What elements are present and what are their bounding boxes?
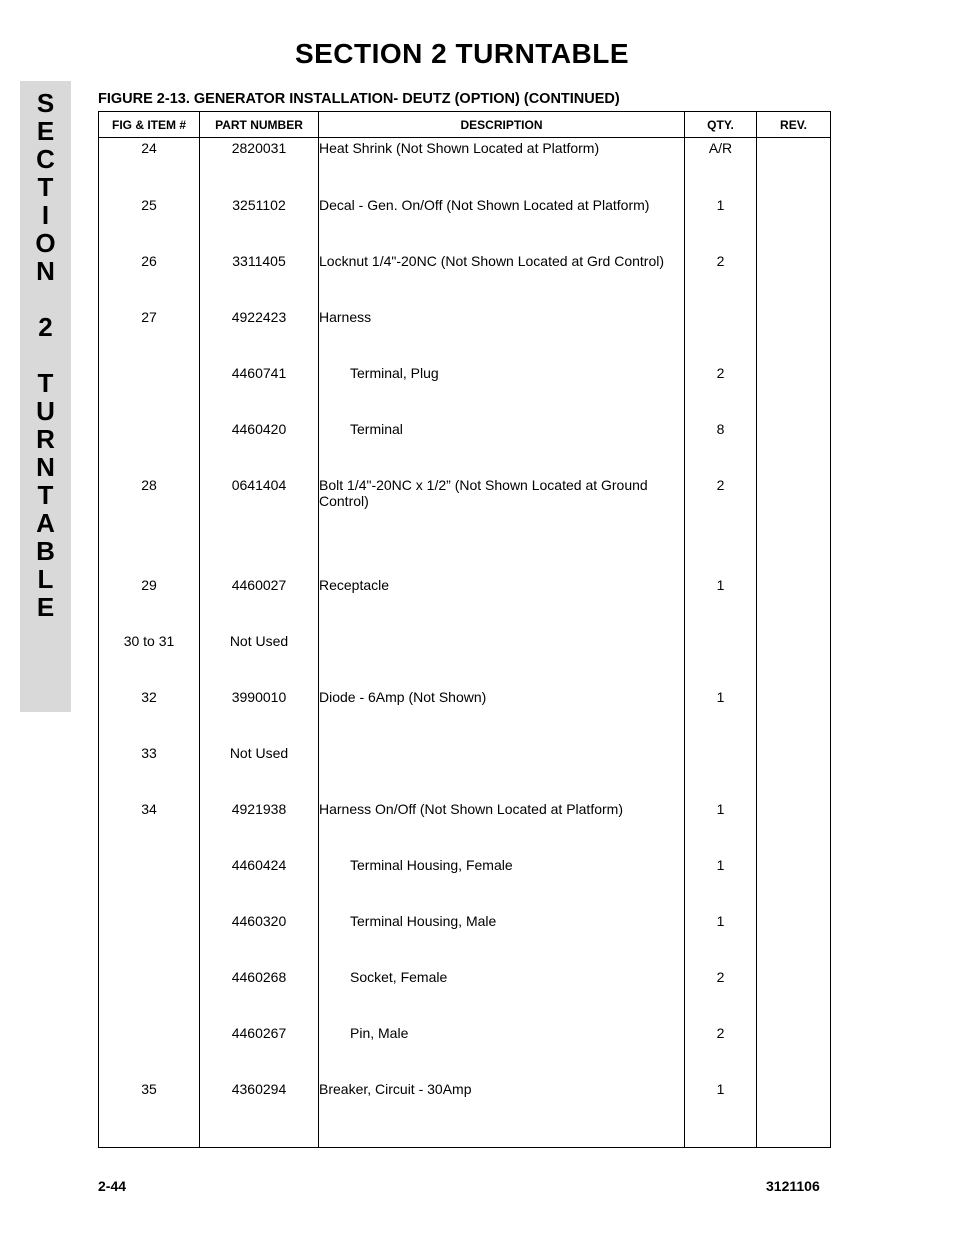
cell-fig-item: 30 to 31 — [99, 631, 200, 687]
filler-cell — [319, 1135, 685, 1148]
cell-fig-item: 29 — [99, 575, 200, 631]
parts-table — [98, 111, 831, 1148]
table-row — [99, 307, 831, 363]
cell-description: Receptacle — [319, 575, 685, 631]
cell-rev — [757, 967, 831, 1023]
side-tab-letter: C — [36, 144, 55, 174]
cell-qty: 1 — [685, 575, 757, 631]
cell-fig-item — [99, 363, 200, 419]
cell-part-number: 4460320 — [200, 911, 319, 967]
cell-description: Decal - Gen. On/Off (Not Shown Located at Platform) — [319, 195, 685, 251]
cell-qty: 8 — [685, 419, 757, 475]
cell-fig-item: 34 — [99, 799, 200, 855]
filler-cell — [685, 1135, 757, 1148]
cell-fig-item — [99, 855, 200, 911]
table-filler-row — [99, 1135, 831, 1148]
cell-description: Diode - 6Amp (Not Shown) — [319, 687, 685, 743]
side-tab-letter: S — [36, 88, 55, 118]
cell-description: Pin, Male — [319, 1023, 685, 1079]
cell-description: Terminal Housing, Male — [319, 911, 685, 967]
page-number: 2-44 — [98, 1178, 127, 1194]
cell-qty: 1 — [685, 687, 757, 743]
table-row — [99, 1079, 831, 1135]
cell-description: Heat Shrink (Not Shown Located at Platform) — [319, 138, 685, 195]
cell-part-number: Not Used — [200, 631, 319, 687]
cell-part-number: 4460741 — [200, 363, 319, 419]
table-row — [99, 687, 831, 743]
cell-description — [319, 743, 685, 799]
cell-part-number: 4921938 — [200, 799, 319, 855]
cell-part-number: Not Used — [200, 743, 319, 799]
table-row — [99, 475, 831, 576]
filler-cell — [200, 1135, 319, 1148]
side-tab-letter: N — [36, 256, 55, 286]
cell-rev — [757, 475, 831, 576]
cell-rev — [757, 138, 831, 195]
cell-rev — [757, 195, 831, 251]
cell-fig-item: 25 — [99, 195, 200, 251]
side-tab-letter: A — [36, 508, 55, 538]
cell-part-number: 2820031 — [200, 138, 319, 195]
cell-part-number: 4460027 — [200, 575, 319, 631]
cell-rev — [757, 799, 831, 855]
cell-rev — [757, 911, 831, 967]
header-fig-item: FIG & ITEM # — [99, 112, 200, 138]
cell-description — [319, 631, 685, 687]
cell-qty: 1 — [685, 911, 757, 967]
cell-qty: 2 — [685, 475, 757, 576]
table-row — [99, 575, 831, 631]
cell-qty: 2 — [685, 1023, 757, 1079]
side-tab-letter: 2 — [38, 312, 53, 342]
cell-description: Terminal — [319, 419, 685, 475]
cell-rev — [757, 687, 831, 743]
cell-description: Harness On/Off (Not Shown Located at Platform) — [319, 799, 685, 855]
cell-part-number: 0641404 — [200, 475, 319, 576]
cell-qty: 1 — [685, 1079, 757, 1135]
side-tab-letter: T — [37, 480, 54, 510]
side-tab-letter: E — [36, 116, 55, 146]
cell-part-number: 4360294 — [200, 1079, 319, 1135]
cell-rev — [757, 363, 831, 419]
cell-fig-item: 28 — [99, 475, 200, 576]
cell-qty: 2 — [685, 363, 757, 419]
table-row — [99, 419, 831, 475]
side-tab-letter: R — [36, 424, 55, 454]
cell-description: Breaker, Circuit - 30Amp — [319, 1079, 685, 1135]
figure-title: FIGURE 2-13. GENERATOR INSTALLATION- DEUTZ (OPTION) (CONTINUED) — [98, 91, 620, 107]
cell-rev — [757, 1023, 831, 1079]
cell-qty: 2 — [685, 967, 757, 1023]
cell-qty — [685, 631, 757, 687]
cell-fig-item: 26 — [99, 251, 200, 307]
table-row — [99, 799, 831, 855]
cell-fig-item: 33 — [99, 743, 200, 799]
cell-description: Socket, Female — [319, 967, 685, 1023]
table-row — [99, 363, 831, 419]
document-number: 3121106 — [766, 1178, 820, 1194]
header-description: DESCRIPTION — [319, 112, 685, 138]
side-tab-letter: N — [36, 452, 55, 482]
side-tab-letter: E — [36, 592, 55, 622]
header-qty: QTY. — [685, 112, 757, 138]
table-row — [99, 855, 831, 911]
table-header-row — [99, 112, 831, 138]
cell-rev — [757, 307, 831, 363]
cell-rev — [757, 575, 831, 631]
cell-description: Bolt 1/4"-20NC x 1/2” (Not Shown Located at Ground Control) — [319, 475, 685, 576]
cell-description: Terminal, Plug — [319, 363, 685, 419]
cell-fig-item — [99, 419, 200, 475]
table-row — [99, 195, 831, 251]
cell-qty: 1 — [685, 855, 757, 911]
cell-rev — [757, 1079, 831, 1135]
cell-part-number: 4460424 — [200, 855, 319, 911]
cell-fig-item — [99, 967, 200, 1023]
table-row — [99, 631, 831, 687]
side-tab-letter: B — [36, 536, 55, 566]
cell-qty — [685, 743, 757, 799]
cell-rev — [757, 855, 831, 911]
table-row — [99, 1023, 831, 1079]
cell-part-number: 3990010 — [200, 687, 319, 743]
cell-part-number: 4460420 — [200, 419, 319, 475]
cell-part-number: 3311405 — [200, 251, 319, 307]
cell-description: Harness — [319, 307, 685, 363]
table-row — [99, 911, 831, 967]
side-tab-letter: O — [35, 228, 56, 258]
cell-qty: 2 — [685, 251, 757, 307]
table-row — [99, 138, 831, 195]
side-tab-letter: I — [41, 200, 50, 230]
table-row — [99, 251, 831, 307]
cell-rev — [757, 631, 831, 687]
section-side-tab — [20, 81, 71, 712]
filler-cell — [757, 1135, 831, 1148]
table-row — [99, 743, 831, 799]
cell-part-number: 4460268 — [200, 967, 319, 1023]
side-tab-letter: T — [37, 368, 54, 398]
cell-part-number: 4922423 — [200, 307, 319, 363]
header-part-number: PART NUMBER — [200, 112, 319, 138]
cell-rev — [757, 251, 831, 307]
cell-qty: A/R — [685, 138, 757, 195]
cell-qty: 1 — [685, 799, 757, 855]
cell-fig-item: 32 — [99, 687, 200, 743]
cell-fig-item: 24 — [99, 138, 200, 195]
cell-fig-item: 27 — [99, 307, 200, 363]
filler-cell — [99, 1135, 200, 1148]
cell-qty: 1 — [685, 195, 757, 251]
table-row — [99, 967, 831, 1023]
cell-rev — [757, 419, 831, 475]
side-tab-letter: U — [36, 396, 55, 426]
side-tab-letter: L — [37, 564, 54, 594]
cell-rev — [757, 743, 831, 799]
header-rev: REV. — [757, 112, 831, 138]
cell-fig-item — [99, 1023, 200, 1079]
section-title: SECTION 2 TURNTABLE — [294, 38, 630, 69]
cell-description: Locknut 1/4"-20NC (Not Shown Located at Grd Control) — [319, 251, 685, 307]
cell-fig-item: 35 — [99, 1079, 200, 1135]
cell-description: Terminal Housing, Female — [319, 855, 685, 911]
cell-part-number: 4460267 — [200, 1023, 319, 1079]
cell-part-number: 3251102 — [200, 195, 319, 251]
cell-qty — [685, 307, 757, 363]
cell-fig-item — [99, 911, 200, 967]
side-tab-letter: T — [37, 172, 54, 202]
